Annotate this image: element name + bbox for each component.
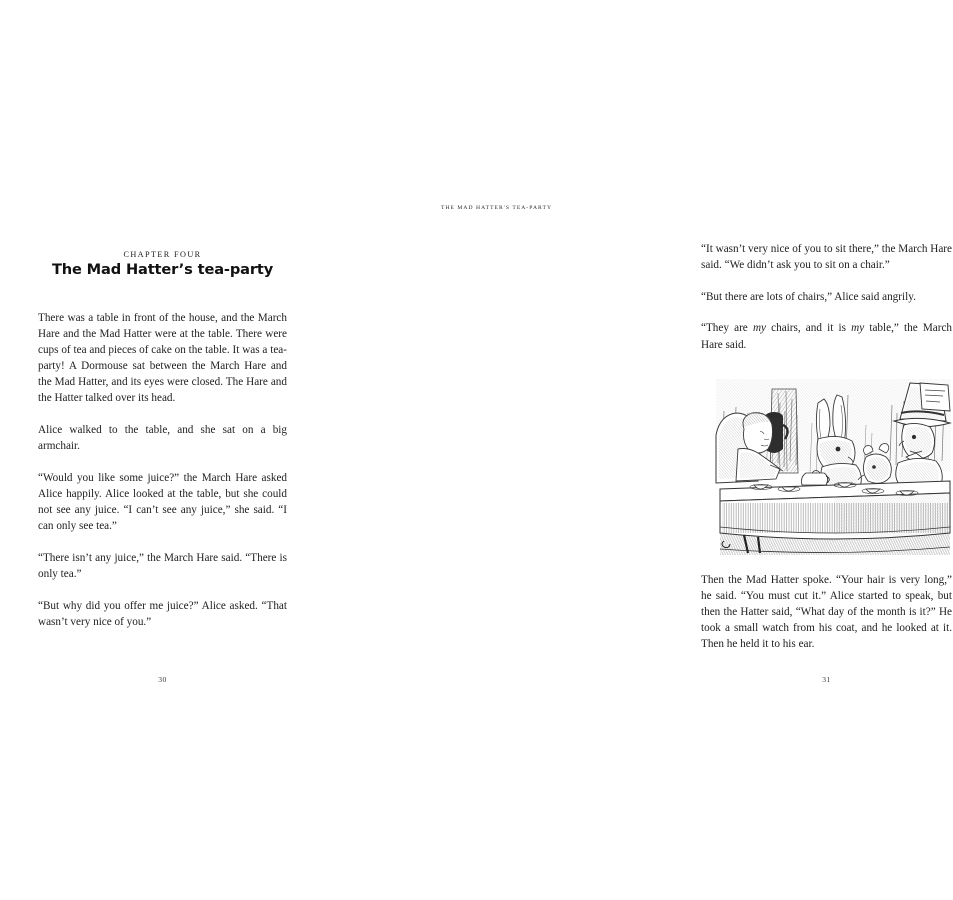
paragraph: “But why did you offer me juice?” Alice asked. “That wasn’t very nice of you.”	[38, 599, 287, 628]
paragraph: “It wasn’t very nice of you to sit there,” the March Hare said. “We didn’t ask you to sit on a chair.”	[701, 243, 952, 272]
running-head: THE MAD HATTER'S TEA-PARTY	[440, 205, 553, 211]
body-text-left-column	[38, 310, 287, 630]
emphasis-my-2: my	[851, 322, 865, 335]
paragraph: There was a table in front of the house, and the March Hare and the Mad Hatter were at the table. There were cups of tea and pieces of cake on the table. It was a tea-party! A Dormouse sat between the March Hare and the Mad Hatter, and its eyes were closed. The Hare and the Hatter talked over its head.	[38, 312, 287, 405]
paragraph: “Would you like some juice?” the March Hare asked Alice happily. Alice looked at the table, but she could not see any juice. “I can’t see any juice,” she said. “I can only see tea.”	[38, 471, 287, 533]
emphasis-my-1: my	[752, 322, 766, 335]
page-right	[330, 0, 953, 900]
paragraph: Then the Mad Hatter spoke. “Your hair is very long,” he said. “You must cut it.” Alice started to speak, but then the Hatter said, “What day of the month is it?” He took a small watch from his coat, and he looked at it. Then he held it to his ear.	[701, 574, 952, 651]
paragraph: “There isn’t any juice,” the March Hare said. “There is only tea.”	[38, 551, 287, 580]
text-run: chairs, and it is	[765, 322, 852, 335]
text-run: table,” the March Hare said.	[701, 322, 953, 351]
mad-hatter-tea-party-illustration	[714, 377, 953, 559]
body-text-right-column-top	[701, 241, 952, 353]
page-number-left: 30	[158, 675, 167, 684]
paragraph-with-emphasis	[701, 320, 952, 352]
page-left	[0, 0, 330, 900]
text-run: “They are	[701, 322, 753, 335]
body-text-right-column-bottom	[701, 572, 952, 652]
hat-price-tag	[920, 383, 950, 411]
paragraph: Alice walked to the table, and she sat on a big armchair.	[38, 424, 287, 453]
page-number-right: 31	[822, 675, 831, 684]
chapter-label: CHAPTER FOUR	[123, 250, 202, 259]
page-title: The Mad Hatter’s tea-party	[51, 261, 274, 278]
paragraph: “But there are lots of chairs,” Alice said angrily.	[701, 290, 916, 303]
